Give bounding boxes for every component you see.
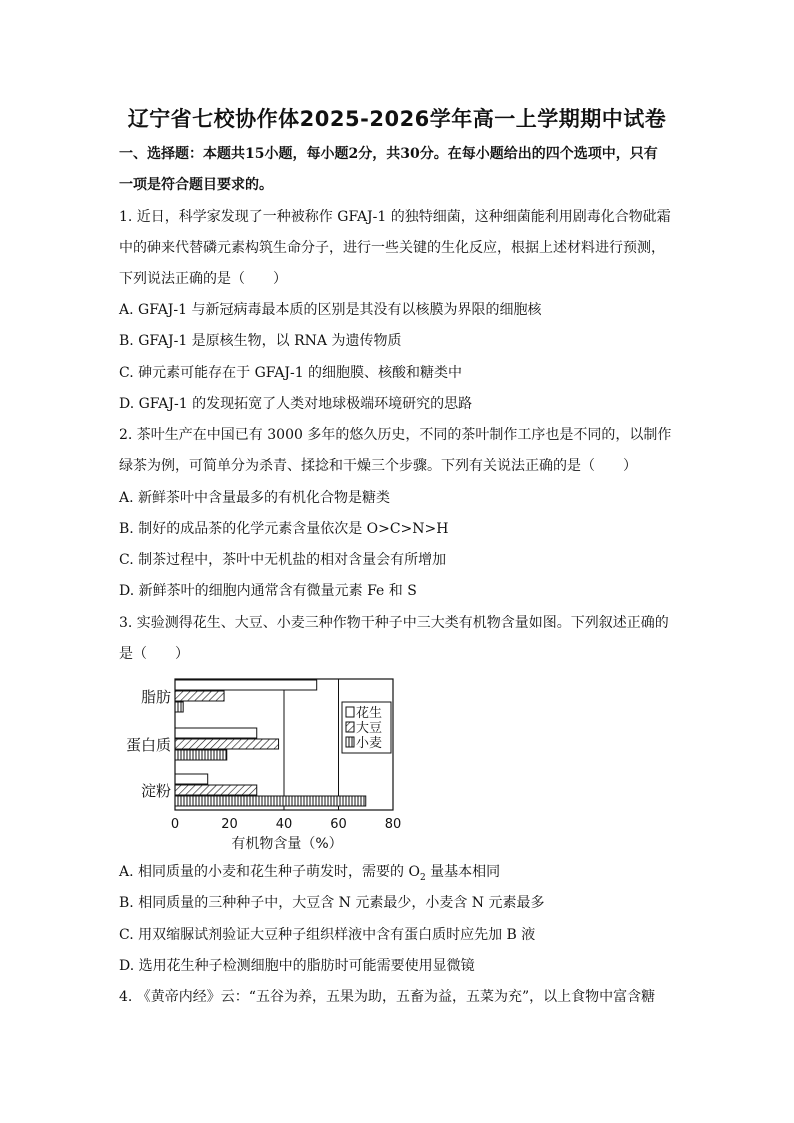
bar-蛋白质-花生 xyxy=(175,728,257,738)
q3-stem-line2: 是（ ） xyxy=(119,646,189,662)
q2-option-d: D. 新鲜茶叶的细胞内通常含有微量元素 Fe 和 S xyxy=(119,583,417,599)
q4-stem-line1: 4. 《黄帝内经》云：“五谷为养，五果为助，五畜为益，五菜为充”，以上食物中富含糖 xyxy=(119,989,656,1005)
q1-option-b: B. GFAJ-1 是原核生物，以 RNA 为遗传物质 xyxy=(119,333,402,349)
category-label: 脂肪 xyxy=(140,688,171,706)
x-tick-label: 20 xyxy=(221,817,238,832)
q1-option-c: C. 砷元素可能存在于 GFAJ-1 的细胞膜、核酸和糖类中 xyxy=(119,365,463,381)
q1-stem-line2: 中的砷来代替磷元素构筑生命分子，进行一些关键的生化反应，根据上述材料进行预测， xyxy=(119,240,665,256)
organic-content-bar-chart xyxy=(117,672,417,854)
x-tick-label: 40 xyxy=(275,817,293,832)
q2-option-b: B. 制好的成品茶的化学元素含量依次是 O>C>N>H xyxy=(119,521,449,537)
exam-title: 辽宁省七校协作体2025-2026学年高一上学期期中试卷 xyxy=(127,107,667,131)
q1-option-a: A. GFAJ-1 与新冠病毒最本质的区别是其没有以核膜为界限的细胞核 xyxy=(119,302,542,318)
q3-option-a-text: A. 相同质量的小麦和花生种子萌发时，需要的 O xyxy=(119,864,420,880)
category-label: 蛋白质 xyxy=(125,736,171,754)
q3-option-a-subscript: 2 xyxy=(419,872,426,883)
bar-脂肪-花生 xyxy=(175,680,317,690)
bar-蛋白质-大豆 xyxy=(175,739,279,749)
q2-stem-line2: 绿茶为例，可简单分为杀青、揉捻和干燥三个步骤。下列有关说法正确的是（ ） xyxy=(119,458,637,474)
q2-option-c: C. 制茶过程中，茶叶中无机盐的相对含量会有所增加 xyxy=(119,552,447,568)
q1-stem-line1: 1. 近日，科学家发现了一种被称作 GFAJ-1 的独特细菌，这种细菌能利用剧毒化合物砒霜 xyxy=(119,209,671,225)
q3-option-a-text-end: 量基本相同 xyxy=(425,864,501,880)
bar-淀粉-小麦 xyxy=(175,796,366,806)
q3-option-c: C. 用双缩脲试剂验证大豆种子组织样液中含有蛋白质时应先加 B 液 xyxy=(119,927,536,943)
legend-label-大豆: 大豆 xyxy=(356,721,383,736)
bar-脂肪-小麦 xyxy=(175,702,183,712)
section-instruction-line2: 一项是符合题目要求的。 xyxy=(119,177,273,193)
q2-stem-line1: 2. 茶叶生产在中国已有 3000 多年的悠久历史，不同的茶叶制作工序也是不同的，以制作 xyxy=(119,427,672,443)
legend-swatch-大豆 xyxy=(346,722,354,732)
q3-option-d: D. 选用花生种子检测细胞中的脂肪时可能需要使用显微镜 xyxy=(119,958,475,974)
x-tick-label: 80 xyxy=(384,817,402,832)
bar-淀粉-大豆 xyxy=(175,785,257,795)
bar-蛋白质-小麦 xyxy=(175,750,227,760)
legend-swatch-小麦 xyxy=(346,737,354,747)
x-tick-label: 0 xyxy=(170,817,180,832)
legend-label-花生: 花生 xyxy=(356,706,383,721)
q1-option-d: D. GFAJ-1 的发现拓宽了人类对地球极端环境研究的思路 xyxy=(119,396,473,412)
bar-淀粉-花生 xyxy=(175,774,208,784)
legend-swatch-花生 xyxy=(346,707,354,717)
section-instruction-line1: 一、选择题：本题共15小题，每小题2分，共30分。在每小题给出的四个选项中，只有 xyxy=(119,146,658,162)
q3-option-b: B. 相同质量的三种种子中，大豆含 N 元素最少，小麦含 N 元素最多 xyxy=(119,895,545,911)
q2-option-a: A. 新鲜茶叶中含量最多的有机化合物是糖类 xyxy=(119,490,391,506)
x-axis-label: 有机物含量（%） xyxy=(231,836,343,852)
q3-option-a xyxy=(119,863,500,887)
x-tick-label: 60 xyxy=(330,817,347,832)
q3-stem-line1: 3. 实验测得花生、大豆、小麦三种作物干种子中三大类有机物含量如图。下列叙述正确的 xyxy=(119,615,669,631)
legend-label-小麦: 小麦 xyxy=(356,736,383,751)
bar-脂肪-大豆 xyxy=(175,691,224,701)
q1-stem-line3: 下列说法正确的是（ ） xyxy=(119,271,287,287)
category-label: 淀粉 xyxy=(140,782,171,800)
